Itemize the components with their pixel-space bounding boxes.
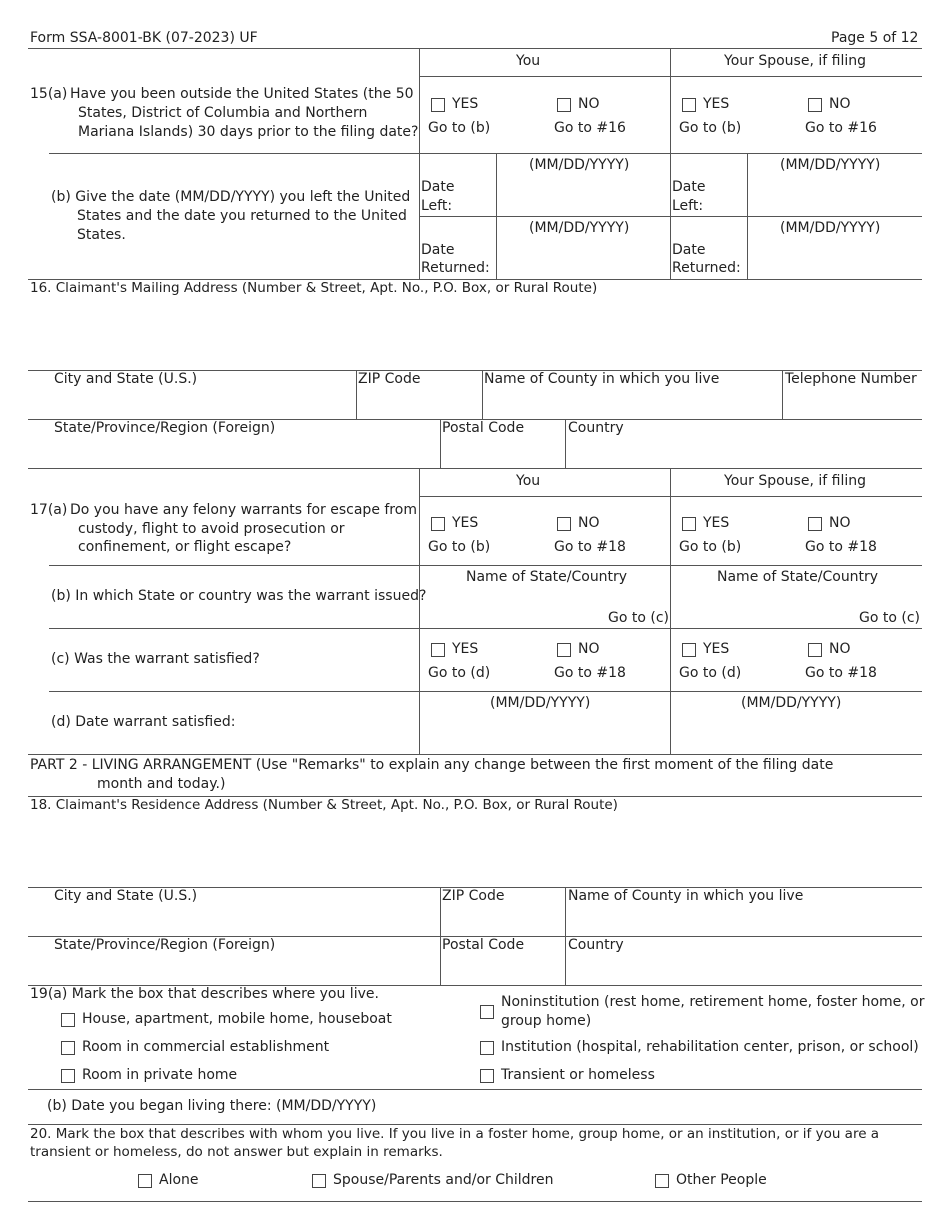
q17a-you-yes-label: YES: [452, 515, 479, 531]
q15b-you-ret-label2: Returned:: [421, 260, 490, 276]
q17c-you-no-checkbox[interactable]: [557, 643, 571, 657]
q17c-spouse-no-checkbox[interactable]: [808, 643, 822, 657]
q17d-you-format: (MM/DD/YYYY): [490, 695, 591, 711]
q17a-spouse-yes-checkbox[interactable]: [682, 517, 696, 531]
q17-col-spouse-header: Your Spouse, if filing: [724, 473, 866, 489]
q17b-you-goto-c: Go to (c): [608, 610, 669, 626]
q19a-commercial-checkbox[interactable]: [61, 1041, 75, 1055]
part2-line2: month and today.): [97, 776, 226, 792]
q15a-you-yes-label: YES: [452, 96, 479, 112]
q17b-question: (b) In which State or country was the warrant issued?: [51, 588, 427, 604]
q15b-spouse-ret-label1: Date: [672, 242, 706, 258]
q17a-line2: custody, flight to avoid prosecution or: [78, 521, 345, 537]
q17a-spouse-yes-label: YES: [703, 515, 730, 531]
q17c-spouse-goto-d: Go to (d): [679, 665, 742, 681]
q17a-you-no-label: NO: [578, 515, 600, 531]
q17c-you-goto-d: Go to (d): [428, 665, 491, 681]
q15a-you-goto-b: Go to (b): [428, 120, 491, 136]
q15b-you-ret-label1: Date: [421, 242, 455, 258]
q19a-house-checkbox[interactable]: [61, 1013, 75, 1027]
q17a-you-goto-b: Go to (b): [428, 539, 491, 555]
q15b-line1: (b) Give the date (MM/DD/YYYY) you left the United: [51, 189, 411, 205]
q15a-spouse-no-label: NO: [829, 96, 851, 112]
q18-country: Country: [568, 937, 624, 953]
q17c-you-yes-label: YES: [452, 641, 479, 657]
q19a-noninstitution-line1: Noninstitution (rest home, retirement home, foster home, or: [501, 994, 925, 1010]
page-number: Page 5 of 12: [831, 30, 919, 46]
q19a-commercial-label: Room in commercial establishment: [82, 1039, 330, 1055]
q20-line1: 20. Mark the box that describes with whom you live. If you live in a foster home, group home, or an institution, or if you are a: [30, 1126, 880, 1142]
q15a-spouse-goto-b: Go to (b): [679, 120, 742, 136]
q20-alone-label: Alone: [159, 1172, 199, 1188]
q15a-you-goto-16: Go to #16: [554, 120, 626, 136]
q19a-institution-label: Institution (hospital, rehabilitation center, prison, or school): [501, 1039, 919, 1055]
q15b-line3: States.: [77, 227, 126, 243]
q20-alone-checkbox[interactable]: [138, 1174, 152, 1188]
q17b-spouse-state-country: Name of State/Country: [717, 569, 879, 585]
q20-spouse-checkbox[interactable]: [312, 1174, 326, 1188]
q20-line2: transient or homeless, do not answer but explain in remarks.: [30, 1144, 443, 1160]
q19a-transient-checkbox[interactable]: [480, 1069, 494, 1083]
q19a-private-checkbox[interactable]: [61, 1069, 75, 1083]
q16-county: Name of County in which you live: [484, 371, 720, 387]
q16-country: Country: [568, 420, 624, 436]
q20-other-checkbox[interactable]: [655, 1174, 669, 1188]
col-spouse-header: Your Spouse, if filing: [724, 53, 866, 69]
q20-spouse-label: Spouse/Parents and/or Children: [333, 1172, 554, 1188]
q16-label: 16. Claimant's Mailing Address (Number & Street, Apt. No., P.O. Box, or Rural Route): [30, 280, 598, 296]
q17a-spouse-no-label: NO: [829, 515, 851, 531]
q17d-spouse-format: (MM/DD/YYYY): [741, 695, 842, 711]
q15a-spouse-goto-16: Go to #16: [805, 120, 877, 136]
q19a-institution-checkbox[interactable]: [480, 1041, 494, 1055]
q17c-spouse-yes-label: YES: [703, 641, 730, 657]
q17c-you-goto-18: Go to #18: [554, 665, 626, 681]
q16-city-state: City and State (U.S.): [54, 371, 198, 387]
q18-province: State/Province/Region (Foreign): [54, 937, 276, 953]
q17c-spouse-yes-checkbox[interactable]: [682, 643, 696, 657]
q17a-spouse-goto-b: Go to (b): [679, 539, 742, 555]
q17c-you-no-label: NO: [578, 641, 600, 657]
q17a-line3: confinement, or flight escape?: [78, 539, 292, 555]
q17c-question: (c) Was the warrant satisfied?: [51, 651, 260, 667]
q15a-number: 15(a): [30, 86, 68, 102]
q16-province: State/Province/Region (Foreign): [54, 420, 276, 436]
q15b-spouse-left-format: (MM/DD/YYYY): [780, 157, 881, 173]
q15b-you-left-label1: Date: [421, 179, 455, 195]
q15a-line1: Have you been outside the United States (the 50: [70, 86, 414, 102]
q17a-spouse-goto-18: Go to #18: [805, 539, 877, 555]
q20-other-label: Other People: [676, 1172, 767, 1188]
q15a-spouse-no-checkbox[interactable]: [808, 98, 822, 112]
col-you-header: You: [516, 53, 541, 69]
q15b-spouse-ret-label2: Returned:: [672, 260, 741, 276]
part2-line1: PART 2 - LIVING ARRANGEMENT (Use "Remarks" to explain any change between the first moment of the filing date: [30, 757, 834, 773]
q17c-spouse-goto-18: Go to #18: [805, 665, 877, 681]
q17-col-you-header: You: [516, 473, 541, 489]
q18-zip: ZIP Code: [442, 888, 505, 904]
q18-label: 18. Claimant's Residence Address (Number & Street, Apt. No., P.O. Box, or Rural Route): [30, 797, 618, 813]
q17a-number: 17(a): [30, 502, 68, 518]
q19a-noninstitution-line2: group home): [501, 1013, 592, 1029]
q15a-spouse-yes-checkbox[interactable]: [682, 98, 696, 112]
q15a-you-no-label: NO: [578, 96, 600, 112]
q19b-label: (b) Date you began living there: (MM/DD/YYYY): [47, 1098, 377, 1114]
q15a-spouse-yes-label: YES: [703, 96, 730, 112]
q15b-spouse-left-label1: Date: [672, 179, 706, 195]
q15b-you-left-format: (MM/DD/YYYY): [529, 157, 630, 173]
q17b-you-state-country: Name of State/Country: [466, 569, 628, 585]
q16-postal: Postal Code: [442, 420, 525, 436]
q17a-you-yes-checkbox[interactable]: [431, 517, 445, 531]
q15b-line2: States and the date you returned to the United: [77, 208, 407, 224]
q17c-spouse-no-label: NO: [829, 641, 851, 657]
q17a-line1: Do you have any felony warrants for escape from: [70, 502, 417, 518]
q15b-spouse-ret-format: (MM/DD/YYYY): [780, 220, 881, 236]
q19a-label: 19(a) Mark the box that describes where you live.: [30, 986, 379, 1002]
q18-postal: Postal Code: [442, 937, 525, 953]
q15a-line2: States, District of Columbia and Northern: [78, 105, 368, 121]
q15b-you-left-label2: Left:: [421, 198, 453, 214]
q16-zip: ZIP Code: [358, 371, 421, 387]
q19a-noninstitution-checkbox[interactable]: [480, 1005, 494, 1019]
q16-phone: Telephone Number: [785, 371, 917, 387]
q15b-spouse-left-label2: Left:: [672, 198, 704, 214]
q18-county: Name of County in which you live: [568, 888, 804, 904]
q19a-private-label: Room in private home: [82, 1067, 238, 1083]
q15a-you-no-checkbox[interactable]: [557, 98, 571, 112]
q18-city-state: City and State (U.S.): [54, 888, 198, 904]
q19a-transient-label: Transient or homeless: [501, 1067, 655, 1083]
q17a-you-no-checkbox[interactable]: [557, 517, 571, 531]
form-id: Form SSA-8001-BK (07-2023) UF: [30, 30, 258, 46]
q15b-you-ret-format: (MM/DD/YYYY): [529, 220, 630, 236]
q17c-you-yes-checkbox[interactable]: [431, 643, 445, 657]
q15a-you-yes-checkbox[interactable]: [431, 98, 445, 112]
q15a-line3: Mariana Islands) 30 days prior to the filing date?: [78, 124, 419, 140]
q17d-question: (d) Date warrant satisfied:: [51, 714, 236, 730]
q17a-you-goto-18: Go to #18: [554, 539, 626, 555]
q17a-spouse-no-checkbox[interactable]: [808, 517, 822, 531]
q19a-house-label: House, apartment, mobile home, houseboat: [82, 1011, 392, 1027]
q17b-spouse-goto-c: Go to (c): [859, 610, 920, 626]
